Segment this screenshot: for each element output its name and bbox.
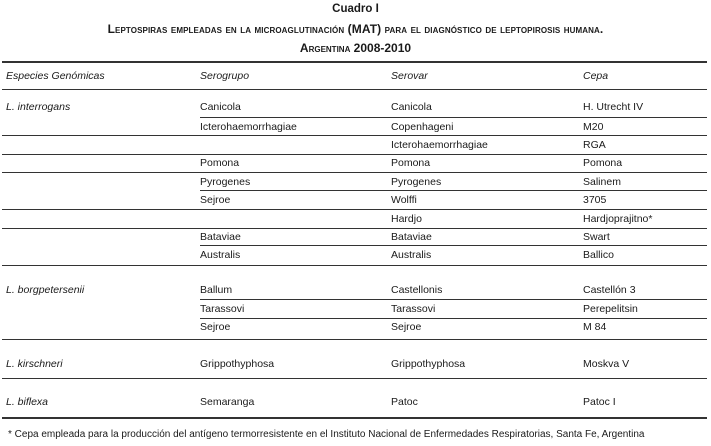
table-number: Cuadro I [332, 3, 379, 15]
row-divider [200, 190, 707, 191]
table-cell-serogroup: Tarassovi [200, 303, 245, 315]
table-cell-strain: RGA [583, 139, 606, 151]
table-cell-serovar: Wolffi [391, 194, 417, 206]
table-title: Leptospiras empleadas en la microaglutinación (MAT) para el diagnóstico de leptopirosis humana. [107, 22, 604, 36]
table-cell-strain: Swart [583, 231, 610, 243]
table-cell-strain: Hardjoprajitno* [583, 213, 653, 225]
table-cell-strain: Perepelitsin [583, 303, 638, 315]
header-serovar: Serovar [391, 70, 428, 82]
row-divider [2, 378, 707, 379]
header-rule [2, 89, 707, 90]
table-cell-serovar: Pyrogenes [391, 176, 442, 188]
table-title-line2: Argentina 2008-2010 [299, 41, 412, 55]
table-cell-serovar: Grippothyphosa [391, 358, 466, 370]
row-divider [2, 135, 707, 136]
row-divider [2, 228, 707, 229]
table-cell-serogroup: Bataviae [200, 231, 241, 243]
table-cell-serovar: Bataviae [391, 231, 432, 243]
table-cell-strain: Pomona [583, 157, 623, 169]
table-cell-serogroup: Pyrogenes [200, 176, 251, 188]
header-species: Especies Genómicas [6, 70, 105, 82]
row-divider [200, 318, 707, 319]
species-biflexa: L. biflexa [6, 396, 49, 408]
table-cell-strain: Castellón 3 [583, 284, 636, 296]
table-cell-serovar: Canicola [391, 101, 432, 113]
table-cell-strain: Patoc I [583, 396, 616, 408]
table-cell-serovar: Pomona [391, 157, 431, 169]
row-divider [200, 117, 707, 118]
table-cell-serovar: Copenhageni [391, 121, 454, 133]
species-borgpetersenii: L. borgpetersenii [6, 284, 85, 296]
table-cell-serovar: Patoc [391, 396, 418, 408]
table-cell-serogroup: Grippothyphosa [200, 358, 275, 370]
table-cell-serovar: Hardjo [391, 213, 422, 225]
table-cell-strain: M 84 [583, 321, 607, 333]
table-cell-serogroup: Sejroe [200, 321, 231, 333]
row-divider [2, 339, 707, 340]
table-cell-serogroup: Semaranga [200, 396, 255, 408]
table-cell-serovar: Icterohaemorrhagiae [391, 139, 488, 151]
table-cell-strain: Moskva V [583, 358, 630, 370]
table-cell-serovar: Australis [391, 249, 432, 261]
table-cell-serogroup: Ballum [200, 284, 233, 296]
table-cell-serogroup: Canicola [200, 101, 241, 113]
header-serogroup: Serogrupo [200, 70, 250, 82]
table-cell-strain: Salinem [583, 176, 621, 188]
table-cell-serogroup: Sejroe [200, 194, 231, 206]
table-cell-strain: 3705 [583, 194, 607, 206]
bottom-rule [2, 417, 707, 419]
row-divider [2, 209, 707, 210]
row-divider [2, 265, 707, 266]
row-divider [200, 299, 707, 300]
table-cell-strain: Ballico [583, 249, 614, 261]
table-cell-strain: H. Utrecht IV [583, 101, 644, 113]
table-cell-serovar: Sejroe [391, 321, 422, 333]
table-cell-serovar: Tarassovi [391, 303, 436, 315]
top-rule [2, 61, 707, 63]
table-cell-serogroup: Icterohaemorrhagiae [200, 121, 297, 133]
species-kirschneri: L. kirschneri [6, 358, 63, 370]
table-cell-strain: M20 [583, 121, 604, 133]
row-divider [2, 172, 707, 173]
header-strain: Cepa [583, 70, 609, 82]
row-divider [2, 154, 707, 155]
table-cell-serogroup: Pomona [200, 157, 240, 169]
footnote: * Cepa empleada para la producción del antígeno termorresistente en el Instituto Nacional de Enfermedades Respiratorias, Santa Fe, Argentina [8, 429, 645, 440]
species-interrogans: L. interrogans [6, 101, 71, 113]
table-cell-serogroup: Australis [200, 249, 241, 261]
table-cell-serovar: Castellonis [391, 284, 443, 296]
row-divider [200, 245, 707, 246]
